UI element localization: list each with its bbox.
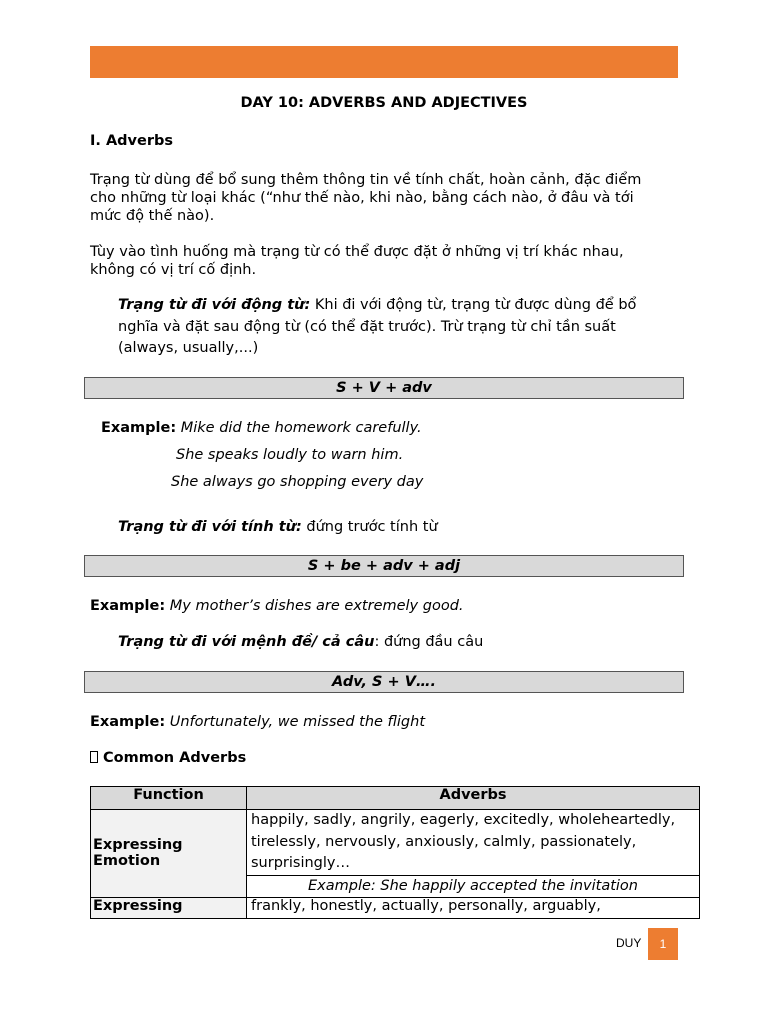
adverbs-line: surprisingly…: [251, 855, 350, 871]
clause-rule-text: : đứng đầu câu: [374, 634, 484, 650]
table-cell-function: Expressing Emotion: [91, 810, 247, 898]
header-accent-bar: [90, 46, 678, 78]
page-number: 1: [648, 928, 678, 960]
example-label: Example:: [90, 598, 166, 614]
page-title: DAY 10: ADVERBS AND ADJECTIVES: [240, 95, 528, 111]
adverbs-line: tirelessly, nervously, anxiously, calmly, passionately,: [251, 833, 637, 850]
section-heading-adverbs: I. Adverbs: [90, 133, 173, 149]
clause-rule-paragraph: [118, 634, 483, 650]
table-row: [91, 810, 700, 876]
intro-line: mức độ thế nào).: [90, 208, 215, 224]
intro-line: Trạng từ dùng để bổ sung thêm thông tin về tính chất, hoàn cảnh, đặc điểm: [90, 172, 642, 188]
adj-rule-label: Trạng từ đi với tính từ:: [118, 519, 302, 535]
common-adverbs-table: [90, 786, 700, 919]
footer-author: DUY: [616, 936, 642, 950]
adverbs-line: happily, sadly, angrily, eagerly, excitedly, wholeheartedly,: [251, 812, 676, 828]
table-cell-adverbs: frankly, honestly, actually, personally, arguably,: [247, 897, 700, 918]
clause-example: [90, 714, 425, 730]
formula-verb: S + V + adv: [84, 377, 684, 399]
verb-rule-text: nghĩa và đặt sau động từ (có thể đặt trước). Trừ trạng từ chỉ tần suất: [118, 318, 616, 335]
table-cell-function: Expressing: [91, 897, 247, 918]
verb-rule-text: (always, usually,...): [118, 340, 259, 356]
common-adverbs-heading-text: Common Adverbs: [103, 750, 247, 766]
bullet-icon: [90, 751, 98, 763]
position-line: không có vị trí cố định.: [90, 262, 257, 278]
verb-example-3: She always go shopping every day: [171, 474, 424, 490]
table-cell-adverbs: [247, 810, 700, 876]
table-row: [91, 897, 700, 918]
position-line: Tùy vào tình huống mà trạng từ có thể được đặt ở những vị trí khác nhau,: [90, 244, 624, 260]
verb-rule-label: Trạng từ đi với động từ:: [118, 297, 311, 313]
verb-example-1: [101, 420, 422, 436]
formula-adj: S + be + adv + adj: [84, 555, 684, 577]
table-header-row: [91, 787, 700, 810]
clause-rule-label: Trạng từ đi với mệnh đề/ cả câu: [118, 634, 375, 650]
example-label: Example:: [101, 420, 177, 436]
verb-rule-text: Khi đi với động từ, trạng từ được dùng để bổ: [310, 297, 637, 313]
intro-line: cho những từ loại khác (“như thế nào, khi nào, bằng cách nào, ở đâu và tới: [90, 190, 634, 206]
verb-rule-paragraph: [118, 295, 678, 360]
position-paragraph: [90, 243, 680, 279]
adj-rule-text: đứng trước tính từ: [301, 519, 438, 535]
adj-rule-paragraph: [118, 519, 438, 535]
example-text: Mike did the homework carefully.: [176, 420, 422, 436]
table-cell-example: Example: She happily accepted the invitation: [247, 875, 700, 897]
example-text: Unfortunately, we missed the flight: [165, 714, 426, 730]
common-adverbs-heading: [90, 750, 246, 766]
intro-paragraph: [90, 171, 680, 225]
table-header-adverbs: Adverbs: [247, 787, 700, 810]
formula-clause: Adv, S + V….: [84, 671, 684, 693]
adj-example: [90, 598, 464, 614]
example-label: Example:: [90, 714, 166, 730]
verb-example-2: She speaks loudly to warn him.: [176, 447, 404, 463]
table-header-function: Function: [91, 787, 247, 810]
example-text: My mother’s dishes are extremely good.: [165, 598, 464, 614]
